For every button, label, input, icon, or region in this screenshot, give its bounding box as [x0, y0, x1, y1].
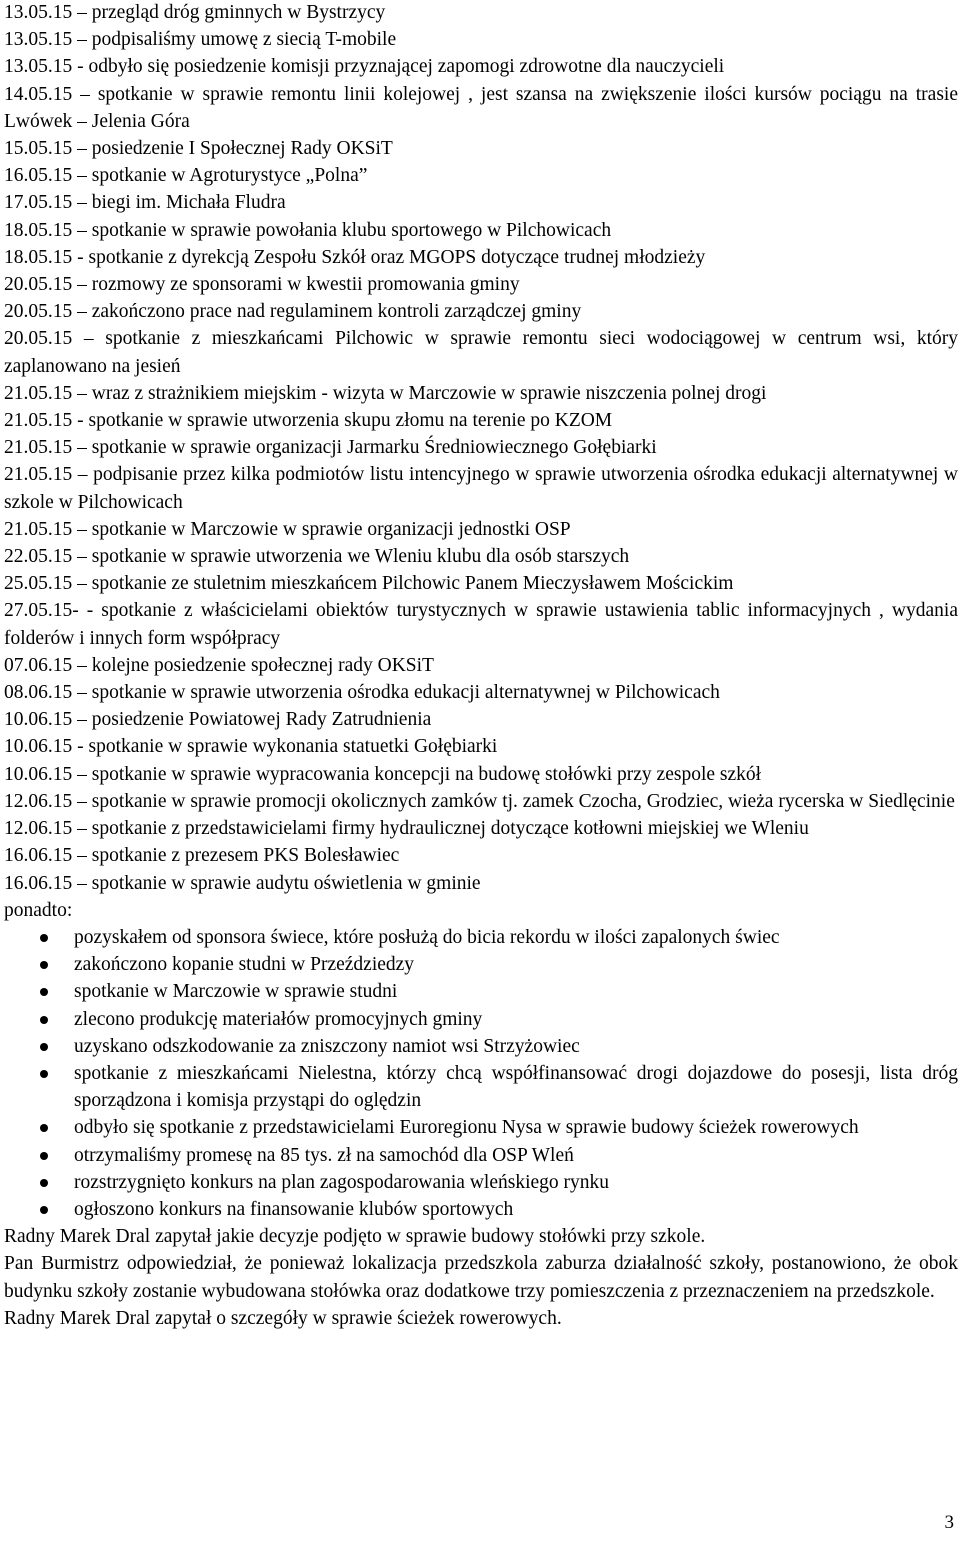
bullet-item: zlecono produkcję materiałów promocyjnych gminy [74, 1006, 958, 1033]
log-entry: 10.06.15 - spotkanie w sprawie wykonania statuetki Gołębiarki [4, 736, 498, 758]
question-paragraph: Radny Marek Dral zapytał o szczegóły w sprawie ścieżek rowerowych. [4, 1307, 562, 1329]
log-entry: 13.05.15 - odbyło się posiedzenie komisji przyznającej zapomogi zdrowotne dla nauczycieli [4, 56, 725, 78]
ponadto-label: ponadto: [4, 899, 73, 921]
log-entry: 16.06.15 – spotkanie w sprawie audytu oświetlenia w gminie [4, 872, 481, 894]
activity-log [4, 0, 958, 897]
question-paragraph: Radny Marek Dral zapytał jakie decyzje podjęto w sprawie budowy stołówki przy szkole. [4, 1226, 706, 1248]
log-entry: 10.06.15 – posiedzenie Powiatowej Rady Zatrudnienia [4, 709, 432, 731]
bullet-item: spotkanie z mieszkańcami Nielestna, którzy chcą współfinansować drogi dojazdowe do posesji, lista dróg sporządzona i komisja przystąpi do oględzin [74, 1060, 958, 1114]
answer-paragraph: Pan Burmistrz odpowiedział, że ponieważ lokalizacja przedszkola zaburza działalność szkoły, postanowiono, że obok budynku szkoły zostanie wybudowana stołówka oraz dodatkowe trzy pomieszczenia z przeznaczeniem na przedszkole. [4, 1253, 958, 1302]
log-entry: 20.05.15 – rozmowy ze sponsorami w kwestii promowania gminy [4, 274, 520, 296]
log-entry: 15.05.15 – posiedzenie I Społecznej Rady OKSiT [4, 138, 393, 160]
bullet-item: otrzymaliśmy promesę na 85 tys. zł na samochód dla OSP Wleń [74, 1142, 958, 1169]
page-number: 3 [944, 1512, 954, 1533]
log-entry: 18.05.15 - spotkanie z dyrekcją Zespołu Szkół oraz MGOPS dotyczące trudnej młodzieży [4, 246, 706, 268]
bullet-item: odbyło się spotkanie z przedstawicielami Euroregionu Nysa w sprawie budowy ścieżek rowerowych [74, 1114, 958, 1141]
log-entry: 08.06.15 – spotkanie w sprawie utworzenia ośrodka edukacji alternatywnej w Pilchowicach [4, 682, 720, 704]
log-entry: 20.05.15 – zakończono prace nad regulaminem kontroli zarządczej gminy [4, 301, 582, 323]
log-entry: 21.05.15 – spotkanie w Marczowie w sprawie organizacji jednostki OSP [4, 518, 571, 540]
log-entry: 10.06.15 – spotkanie w sprawie wypracowania koncepcji na budowę stołówki przy zespole szkół [4, 763, 762, 785]
log-entry: 20.05.15 – spotkanie z mieszkańcami Pilchowic w sprawie remontu sieci wodociągowej w centrum wsi, który zaplanowano na jesień [4, 328, 958, 377]
log-entry: 16.05.15 – spotkanie w Agroturystyce „Polna” [4, 165, 368, 187]
bullet-item: zakończono kopanie studni w Przeździedzy [74, 951, 958, 978]
log-entry: 27.05.15- - spotkanie z właścicielami obiektów turystycznych w sprawie ustawienia tablic informacyjnych , wydania folderów i innych form współpracy [4, 600, 958, 649]
log-entry: 12.06.15 – spotkanie z przedstawicielami firmy hydraulicznej dotyczące kotłowni miejskiej we Wleniu [4, 818, 809, 840]
document-page [4, 0, 958, 1332]
log-entry: 21.05.15 – wraz z strażnikiem miejskim - wizyta w Marczowie w sprawie niszczenia polnej drogi [4, 382, 767, 404]
log-entry: 21.05.15 - spotkanie w sprawie utworzenia skupu złomu na terenie po KZOM [4, 410, 613, 432]
bullet-item: rozstrzygnięto konkurs na plan zagospodarowania wleńskiego rynku [74, 1169, 958, 1196]
bullet-item: spotkanie w Marczowie w sprawie studni [74, 978, 958, 1005]
log-entry: 07.06.15 – kolejne posiedzenie społecznej rady OKSiT [4, 654, 434, 676]
bullet-item: ogłoszono konkurs na finansowanie klubów sportowych [74, 1196, 958, 1223]
log-entry: 25.05.15 – spotkanie ze stuletnim mieszkańcem Pilchowic Panem Mieczysławem Mościckim [4, 573, 734, 595]
log-entry: 18.05.15 – spotkanie w sprawie powołania klubu sportowego w Pilchowicach [4, 219, 612, 241]
log-entry: 12.06.15 – spotkanie w sprawie promocji okolicznych zamków tj. zamek Czocha, Grodziec, wieża rycerska w Siedlęcinie [4, 790, 955, 812]
bullet-item: uzyskano odszkodowanie za zniszczony namiot wsi Strzyżowiec [74, 1033, 958, 1060]
log-entry: 14.05.15 – spotkanie w sprawie remontu linii kolejowej , jest szansa na zwiększenie ilości kursów pociągu na trasie Lwówek – Jelenia Góra [4, 83, 958, 132]
log-entry: 21.05.15 – podpisanie przez kilka podmiotów listu intencyjnego w sprawie utworzenia ośrodka edukacji alternatywnej w szkole w Pilchowicach [4, 464, 958, 513]
bullet-item: pozyskałem od sponsora świece, które posłużą do bicia rekordu w ilości zapalonych świec [74, 924, 958, 951]
log-entry: 13.05.15 – podpisaliśmy umowę z siecią T-mobile [4, 29, 397, 51]
log-entry: 16.06.15 – spotkanie z prezesem PKS Bolesławiec [4, 845, 400, 867]
log-entry: 21.05.15 – spotkanie w sprawie organizacji Jarmarku Średniowiecznego Gołębiarki [4, 437, 657, 459]
bullet-list [4, 924, 958, 1223]
log-entry: 22.05.15 – spotkanie w sprawie utworzenia we Wleniu klubu dla osób starszych [4, 546, 630, 568]
log-entry: 13.05.15 – przegląd dróg gminnych w Bystrzycy [4, 2, 386, 23]
log-entry: 17.05.15 – biegi im. Michała Fludra [4, 192, 286, 214]
